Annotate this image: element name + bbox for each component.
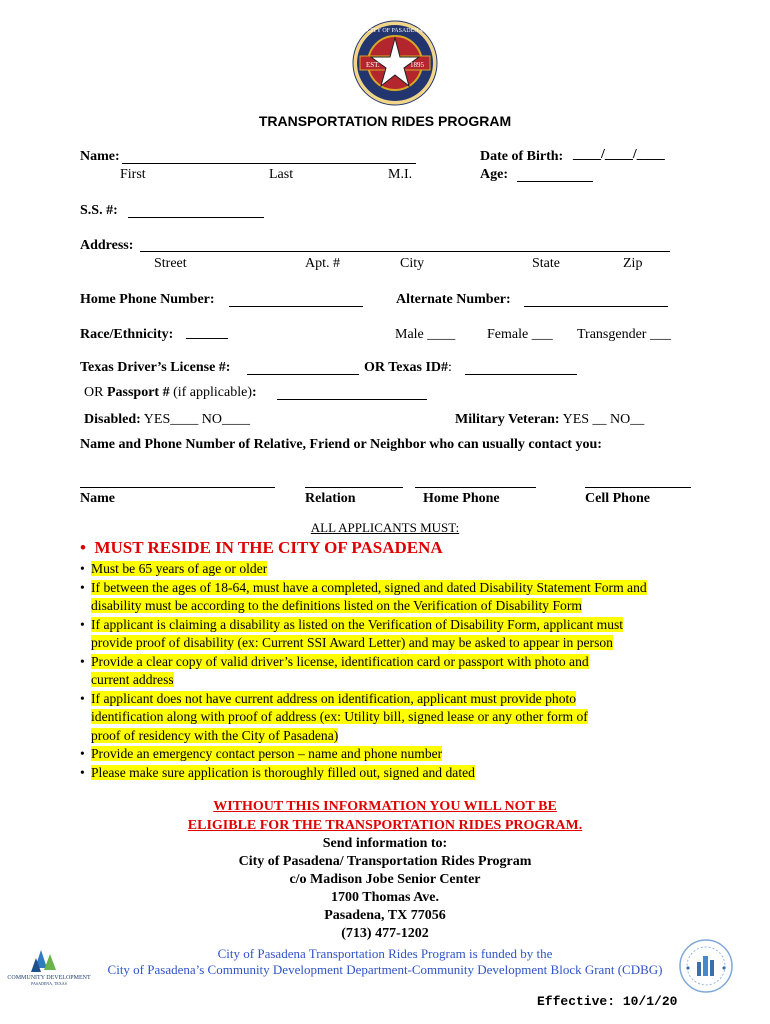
disabled-label: Disabled: — [84, 412, 141, 427]
passport-field[interactable] — [277, 385, 427, 400]
dob-label: Date of Birth: — [480, 149, 564, 164]
ss-label: S.S. #: — [80, 203, 118, 218]
dob-field[interactable]: ____/____/____ — [573, 147, 665, 162]
warning-line-2: ELIGIBLE FOR THE TRANSPORTATION RIDES PROGRAM. — [187, 818, 583, 833]
first-caption: First — [120, 167, 146, 182]
funding-line-1: City of Pasadena Transportation Rides Program is funded by the — [217, 946, 553, 961]
passport-label: Passport # — [106, 385, 170, 400]
age-label: Age: — [480, 167, 508, 182]
ss-field[interactable] — [128, 203, 264, 218]
last-caption: Last — [269, 167, 294, 182]
street-caption: Street — [154, 256, 187, 271]
requirement-item: • If applicant does not have current address on identification, applicant must provide photo identification along with proof of address (ex: Utility bill, signed lease or any other form of proof of residency with the City of Pasadena) — [80, 690, 720, 746]
requirements-list — [80, 560, 720, 782]
requirement-item: • Provide a clear copy of valid driver’s license, identification card or passport with photo and current address — [80, 653, 720, 690]
texas-id-colon: : — [448, 360, 452, 375]
apt-caption: Apt. # — [305, 256, 340, 271]
alternate-number-field[interactable] — [524, 292, 668, 307]
race-label: Race/Ethnicity: — [80, 327, 174, 342]
contact-cell-caption: Cell Phone — [585, 491, 650, 506]
texas-id-field[interactable] — [465, 360, 577, 375]
send-line-6: (713) 477-1202 — [341, 926, 429, 941]
send-line-5: Pasadena, TX 77056 — [324, 908, 446, 923]
drivers-license-label: Texas Driver’s License #: — [80, 360, 231, 375]
alternate-number-label: Alternate Number: — [396, 292, 511, 307]
name-field[interactable] — [122, 149, 416, 164]
contact-cell-field[interactable] — [585, 473, 691, 488]
drivers-license-field[interactable] — [247, 360, 359, 375]
contact-relation-caption: Relation — [305, 491, 356, 506]
texas-id-label: OR Texas ID# — [364, 360, 449, 375]
requirement-item: • If applicant is claiming a disability as listed on the Verification of Disability Form, applicant must provide proof of disability (ex: Current SSI Award Letter) and may be asked to appear in person — [80, 616, 720, 653]
disabled-options[interactable]: YES____ NO____ — [143, 412, 250, 427]
requirement-item: • Must be 65 years of age or older — [80, 560, 720, 579]
home-phone-label: Home Phone Number: — [80, 292, 215, 307]
warning-line-1: WITHOUT THIS INFORMATION YOU WILL NOT BE — [213, 799, 557, 814]
female-option[interactable]: Female ___ — [487, 327, 553, 342]
seal-year: 1895 — [410, 61, 424, 69]
send-line-4: 1700 Thomas Ave. — [331, 890, 439, 905]
send-line-3: c/o Madison Jobe Senior Center — [289, 872, 481, 887]
veteran-label: Military Veteran: — [455, 412, 560, 427]
funding-line-2: City of Pasadena’s Community Development Department-Community Development Block Grant (CDBG) — [107, 962, 663, 977]
veteran-options[interactable]: YES __ NO__ — [562, 412, 645, 427]
passport-colon: : — [251, 385, 257, 400]
contact-home-field[interactable] — [415, 473, 536, 488]
contact-relation-field[interactable] — [305, 473, 403, 488]
form-title: TRANSPORTATION RIDES PROGRAM — [258, 113, 512, 129]
male-option[interactable]: Male ____ — [395, 327, 456, 342]
send-line-1: Send information to: — [322, 836, 448, 851]
city-caption: City — [400, 256, 425, 271]
address-label: Address: — [80, 238, 134, 253]
requirements-header: ALL APPLICANTS MUST: — [310, 520, 460, 535]
requirement-item: • Please make sure application is thoroughly filled out, signed and dated — [80, 764, 720, 783]
zip-caption: Zip — [623, 256, 643, 271]
hud-seal-logo — [678, 938, 734, 994]
seal-ring-text: CITY OF PASADENA — [367, 28, 423, 34]
contact-home-caption: Home Phone — [423, 491, 500, 506]
state-caption: State — [532, 256, 560, 271]
send-line-2: City of Pasadena/ Transportation Rides Program — [238, 854, 532, 869]
address-field[interactable] — [140, 237, 670, 252]
seal-est: EST. — [366, 61, 380, 69]
contact-name-field[interactable] — [80, 473, 275, 488]
logo-left-line1: COMMUNITY DEVELOPMENT — [7, 975, 91, 981]
logo-left-line2: PASADENA, TEXAS — [31, 981, 67, 986]
name-label: Name: — [80, 149, 120, 164]
reside-bullet: • — [80, 538, 95, 557]
community-development-logo — [7, 946, 91, 986]
transgender-option[interactable]: Transgender ___ — [577, 327, 671, 342]
requirement-item: • If between the ages of 18-64, must have a completed, signed and dated Disability Statement Form and disability must be according to the definitions listed on the Verification of Disability Form — [80, 579, 720, 616]
passport-or: OR — [84, 385, 104, 400]
city-seal-logo — [352, 20, 438, 106]
mi-caption: M.I. — [388, 167, 413, 182]
race-field[interactable]: ______ — [186, 326, 228, 341]
reside-text: MUST RESIDE IN THE CITY OF PASADENA — [94, 538, 443, 557]
contact-name-caption: Name — [80, 491, 115, 506]
requirement-item: • Provide an emergency contact person – name and phone number — [80, 745, 720, 764]
passport-note: (if applicable) — [173, 385, 252, 400]
reside-requirement — [80, 538, 443, 558]
effective-date: Effective: 10/1/20 — [537, 994, 678, 1009]
age-field[interactable] — [517, 167, 593, 182]
relative-label: Name and Phone Number of Relative, Friend or Neighbor who can usually contact you: — [80, 437, 602, 452]
home-phone-field[interactable] — [229, 292, 363, 307]
